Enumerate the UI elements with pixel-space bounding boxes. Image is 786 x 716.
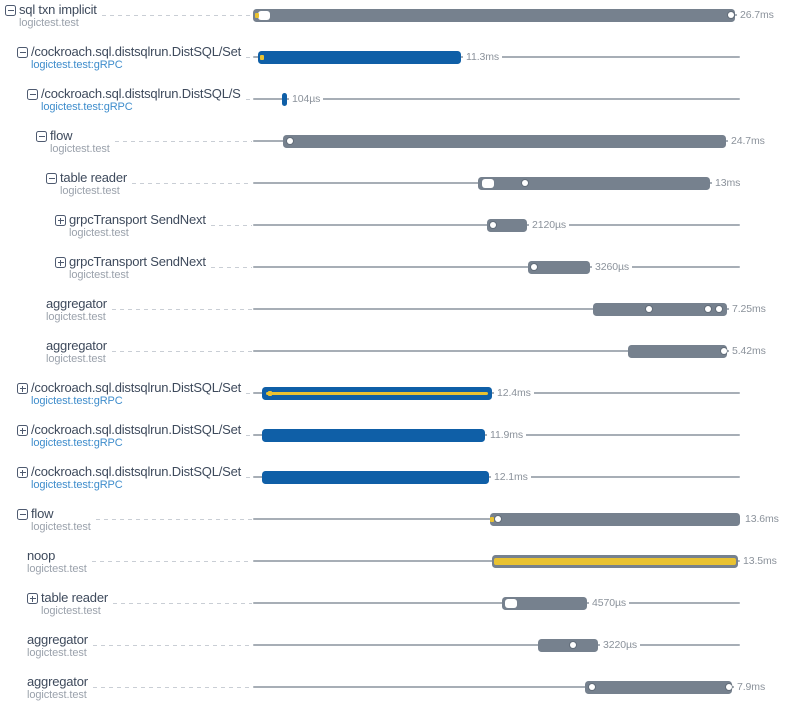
span-bar[interactable] bbox=[628, 345, 727, 358]
trace-row bbox=[0, 44, 786, 86]
expand-icon[interactable] bbox=[17, 467, 28, 478]
collapse-icon[interactable] bbox=[46, 173, 57, 184]
duration-label: 12.1ms bbox=[491, 471, 531, 483]
span-texts bbox=[27, 674, 88, 701]
span-texts bbox=[31, 422, 241, 449]
duration-label: 5.42ms bbox=[729, 345, 769, 357]
collapse-icon[interactable] bbox=[27, 89, 38, 100]
event-stripe bbox=[494, 558, 736, 565]
span-label-area bbox=[0, 464, 253, 491]
span-service: logictest.test:gRPC bbox=[31, 479, 123, 491]
span-label-area bbox=[0, 2, 253, 29]
timeline-line bbox=[253, 644, 740, 646]
expand-icon[interactable] bbox=[55, 257, 66, 268]
span-texts bbox=[31, 464, 241, 491]
timeline-line bbox=[253, 266, 740, 268]
leader-dashed-line bbox=[246, 435, 252, 437]
span-name[interactable]: aggregator bbox=[46, 296, 107, 311]
span-name[interactable]: aggregator bbox=[46, 338, 107, 353]
duration-label: 12.4ms bbox=[494, 387, 534, 399]
event-marker-yellow bbox=[255, 13, 259, 18]
leader-dashed-line bbox=[112, 351, 252, 353]
span-bar[interactable] bbox=[262, 387, 492, 400]
span-texts bbox=[69, 212, 206, 239]
trace-row bbox=[0, 380, 786, 422]
trace-row bbox=[0, 2, 786, 44]
span-bar[interactable] bbox=[478, 177, 710, 190]
span-label-area bbox=[0, 212, 253, 239]
span-name[interactable]: grpcTransport SendNext bbox=[69, 212, 206, 227]
span-label-area bbox=[0, 296, 253, 323]
span-label-area bbox=[0, 170, 253, 197]
span-name[interactable]: noop bbox=[27, 548, 56, 563]
duration-label: 7.25ms bbox=[729, 303, 769, 315]
span-texts bbox=[31, 506, 91, 533]
event-marker-yellow bbox=[490, 517, 494, 522]
span-bar[interactable] bbox=[262, 429, 485, 442]
collapse-icon[interactable] bbox=[17, 47, 28, 58]
span-service: logictest.test bbox=[27, 647, 87, 659]
span-texts bbox=[31, 44, 241, 71]
leader-dashed-line bbox=[96, 519, 252, 521]
span-name[interactable]: table reader bbox=[60, 170, 127, 185]
trace-row bbox=[0, 590, 786, 632]
span-service: logictest.test bbox=[69, 227, 129, 239]
span-name[interactable]: /cockroach.sql.distsqlrun.DistSQL/Set bbox=[31, 380, 242, 395]
expand-icon[interactable] bbox=[27, 593, 38, 604]
leader-dashed-line bbox=[211, 267, 252, 269]
log-marker-pill bbox=[258, 11, 270, 20]
log-marker-pill bbox=[482, 179, 494, 188]
log-marker-dot bbox=[721, 348, 727, 354]
leader-dashed-line bbox=[92, 561, 252, 563]
span-service: logictest.test bbox=[46, 353, 106, 365]
span-name[interactable]: /cockroach.sql.distsqlrun.DistSQL/Set bbox=[31, 464, 242, 479]
collapse-icon[interactable] bbox=[17, 509, 28, 520]
duration-label: 13.6ms bbox=[742, 513, 782, 525]
span-service: logictest.test bbox=[41, 605, 101, 617]
leader-dashed-line bbox=[93, 687, 252, 689]
span-service: logictest.test bbox=[27, 689, 87, 701]
duration-label: 13.5ms bbox=[740, 555, 780, 567]
span-bar[interactable] bbox=[282, 93, 287, 106]
span-texts bbox=[46, 296, 107, 323]
log-marker-dot bbox=[646, 306, 652, 312]
leader-dashed-line bbox=[132, 183, 252, 185]
span-name[interactable]: table reader bbox=[41, 590, 108, 605]
trace-row bbox=[0, 170, 786, 212]
span-texts bbox=[41, 590, 108, 617]
span-label-area bbox=[0, 254, 253, 281]
span-bar[interactable] bbox=[283, 135, 726, 148]
log-marker-dot bbox=[495, 516, 501, 522]
span-name[interactable]: aggregator bbox=[27, 674, 88, 689]
span-texts bbox=[60, 170, 127, 197]
leader-dashed-line bbox=[246, 477, 252, 479]
span-texts bbox=[69, 254, 206, 281]
expand-icon[interactable] bbox=[55, 215, 66, 226]
span-name[interactable]: /cockroach.sql.distsqlrun.DistSQL/Set bbox=[31, 44, 242, 59]
span-texts bbox=[31, 380, 241, 407]
span-label-area bbox=[0, 338, 253, 365]
span-name[interactable]: /cockroach.sql.distsqlrun.DistSQL/S bbox=[41, 86, 241, 101]
span-bar[interactable] bbox=[490, 513, 740, 526]
span-bar[interactable] bbox=[538, 639, 598, 652]
log-marker-dot bbox=[531, 264, 537, 270]
leader-dashed-line bbox=[246, 393, 252, 395]
trace-row bbox=[0, 422, 786, 464]
duration-label: 3220µs bbox=[600, 639, 640, 651]
duration-label: 3260µs bbox=[592, 261, 632, 273]
log-marker-dot bbox=[728, 12, 734, 18]
leader-dashed-line bbox=[113, 603, 252, 605]
span-name[interactable]: flow bbox=[31, 506, 54, 521]
span-name[interactable]: grpcTransport SendNext bbox=[69, 254, 206, 269]
span-bar[interactable] bbox=[262, 471, 489, 484]
leader-dashed-line bbox=[112, 309, 252, 311]
trace-row bbox=[0, 296, 786, 338]
trace-row bbox=[0, 212, 786, 254]
duration-label: 7.9ms bbox=[734, 681, 768, 693]
log-marker-dot bbox=[570, 642, 576, 648]
log-marker-dot bbox=[287, 138, 293, 144]
span-label-area bbox=[0, 632, 253, 659]
span-label-area bbox=[0, 548, 253, 575]
trace-row bbox=[0, 86, 786, 128]
span-label-area bbox=[0, 44, 253, 71]
leader-dashed-line bbox=[211, 225, 252, 227]
span-bar[interactable] bbox=[528, 261, 590, 274]
trace-row bbox=[0, 464, 786, 506]
log-marker-dot bbox=[522, 180, 528, 186]
leader-dashed-line bbox=[93, 645, 252, 647]
expand-icon[interactable] bbox=[17, 383, 28, 394]
log-marker-dot bbox=[589, 684, 595, 690]
span-service: logictest.test bbox=[69, 269, 129, 281]
log-marker-dot bbox=[705, 306, 711, 312]
span-bar[interactable] bbox=[253, 9, 735, 22]
span-service: logictest.test bbox=[60, 185, 120, 197]
trace-row bbox=[0, 548, 786, 590]
span-service: logictest.test:gRPC bbox=[41, 101, 133, 113]
collapse-icon[interactable] bbox=[5, 5, 16, 16]
event-stripe bbox=[266, 392, 488, 395]
trace-row bbox=[0, 632, 786, 674]
span-texts bbox=[50, 128, 110, 155]
log-marker-dot bbox=[716, 306, 722, 312]
leader-dashed-line bbox=[246, 99, 252, 101]
trace-row bbox=[0, 506, 786, 548]
trace-row bbox=[0, 674, 786, 716]
span-label-area bbox=[0, 128, 253, 155]
span-name[interactable]: sql txn implicit bbox=[19, 2, 97, 17]
span-name[interactable]: aggregator bbox=[27, 632, 88, 647]
duration-label: 11.9ms bbox=[487, 429, 526, 441]
collapse-icon[interactable] bbox=[36, 131, 47, 142]
timeline-line bbox=[253, 602, 740, 604]
span-service: logictest.test bbox=[27, 563, 87, 575]
span-texts bbox=[27, 632, 88, 659]
span-service: logictest.test bbox=[19, 17, 79, 29]
duration-label: 4570µs bbox=[589, 597, 629, 609]
span-label-area bbox=[0, 86, 253, 113]
span-label-area bbox=[0, 506, 253, 533]
span-bar[interactable] bbox=[258, 51, 461, 64]
duration-label: 11.3ms bbox=[463, 51, 502, 63]
span-service: logictest.test:gRPC bbox=[31, 395, 123, 407]
leader-dashed-line bbox=[246, 57, 252, 59]
duration-label: 13ms bbox=[712, 177, 743, 189]
log-marker-dot bbox=[490, 222, 496, 228]
span-texts bbox=[27, 548, 87, 575]
span-name[interactable]: /cockroach.sql.distsqlrun.DistSQL/Set bbox=[31, 422, 242, 437]
trace-row bbox=[0, 338, 786, 380]
log-marker-dot bbox=[726, 684, 732, 690]
expand-icon[interactable] bbox=[17, 425, 28, 436]
span-label-area bbox=[0, 422, 253, 449]
event-marker-yellow bbox=[260, 55, 264, 60]
trace-row bbox=[0, 128, 786, 170]
duration-label: 26.7ms bbox=[737, 9, 777, 21]
event-marker-yellow bbox=[268, 391, 272, 396]
span-bar[interactable] bbox=[585, 681, 732, 694]
trace-row bbox=[0, 254, 786, 296]
duration-label: 104µs bbox=[289, 93, 323, 105]
span-label-area bbox=[0, 674, 253, 701]
duration-label: 2120µs bbox=[529, 219, 569, 231]
span-texts bbox=[46, 338, 107, 365]
span-service: logictest.test bbox=[31, 521, 91, 533]
span-service: logictest.test:gRPC bbox=[31, 437, 123, 449]
timeline-line bbox=[253, 98, 740, 100]
span-label-area bbox=[0, 380, 253, 407]
span-service: logictest.test bbox=[50, 143, 110, 155]
span-texts bbox=[41, 86, 241, 113]
span-bar[interactable] bbox=[492, 555, 738, 568]
leader-dashed-line bbox=[102, 15, 252, 17]
span-service: logictest.test bbox=[46, 311, 106, 323]
log-marker-pill bbox=[505, 599, 517, 608]
span-label-area bbox=[0, 590, 253, 617]
span-texts bbox=[19, 2, 97, 29]
span-name[interactable]: flow bbox=[50, 128, 73, 143]
duration-label: 24.7ms bbox=[728, 135, 768, 147]
span-service: logictest.test:gRPC bbox=[31, 59, 123, 71]
leader-dashed-line bbox=[115, 141, 252, 143]
